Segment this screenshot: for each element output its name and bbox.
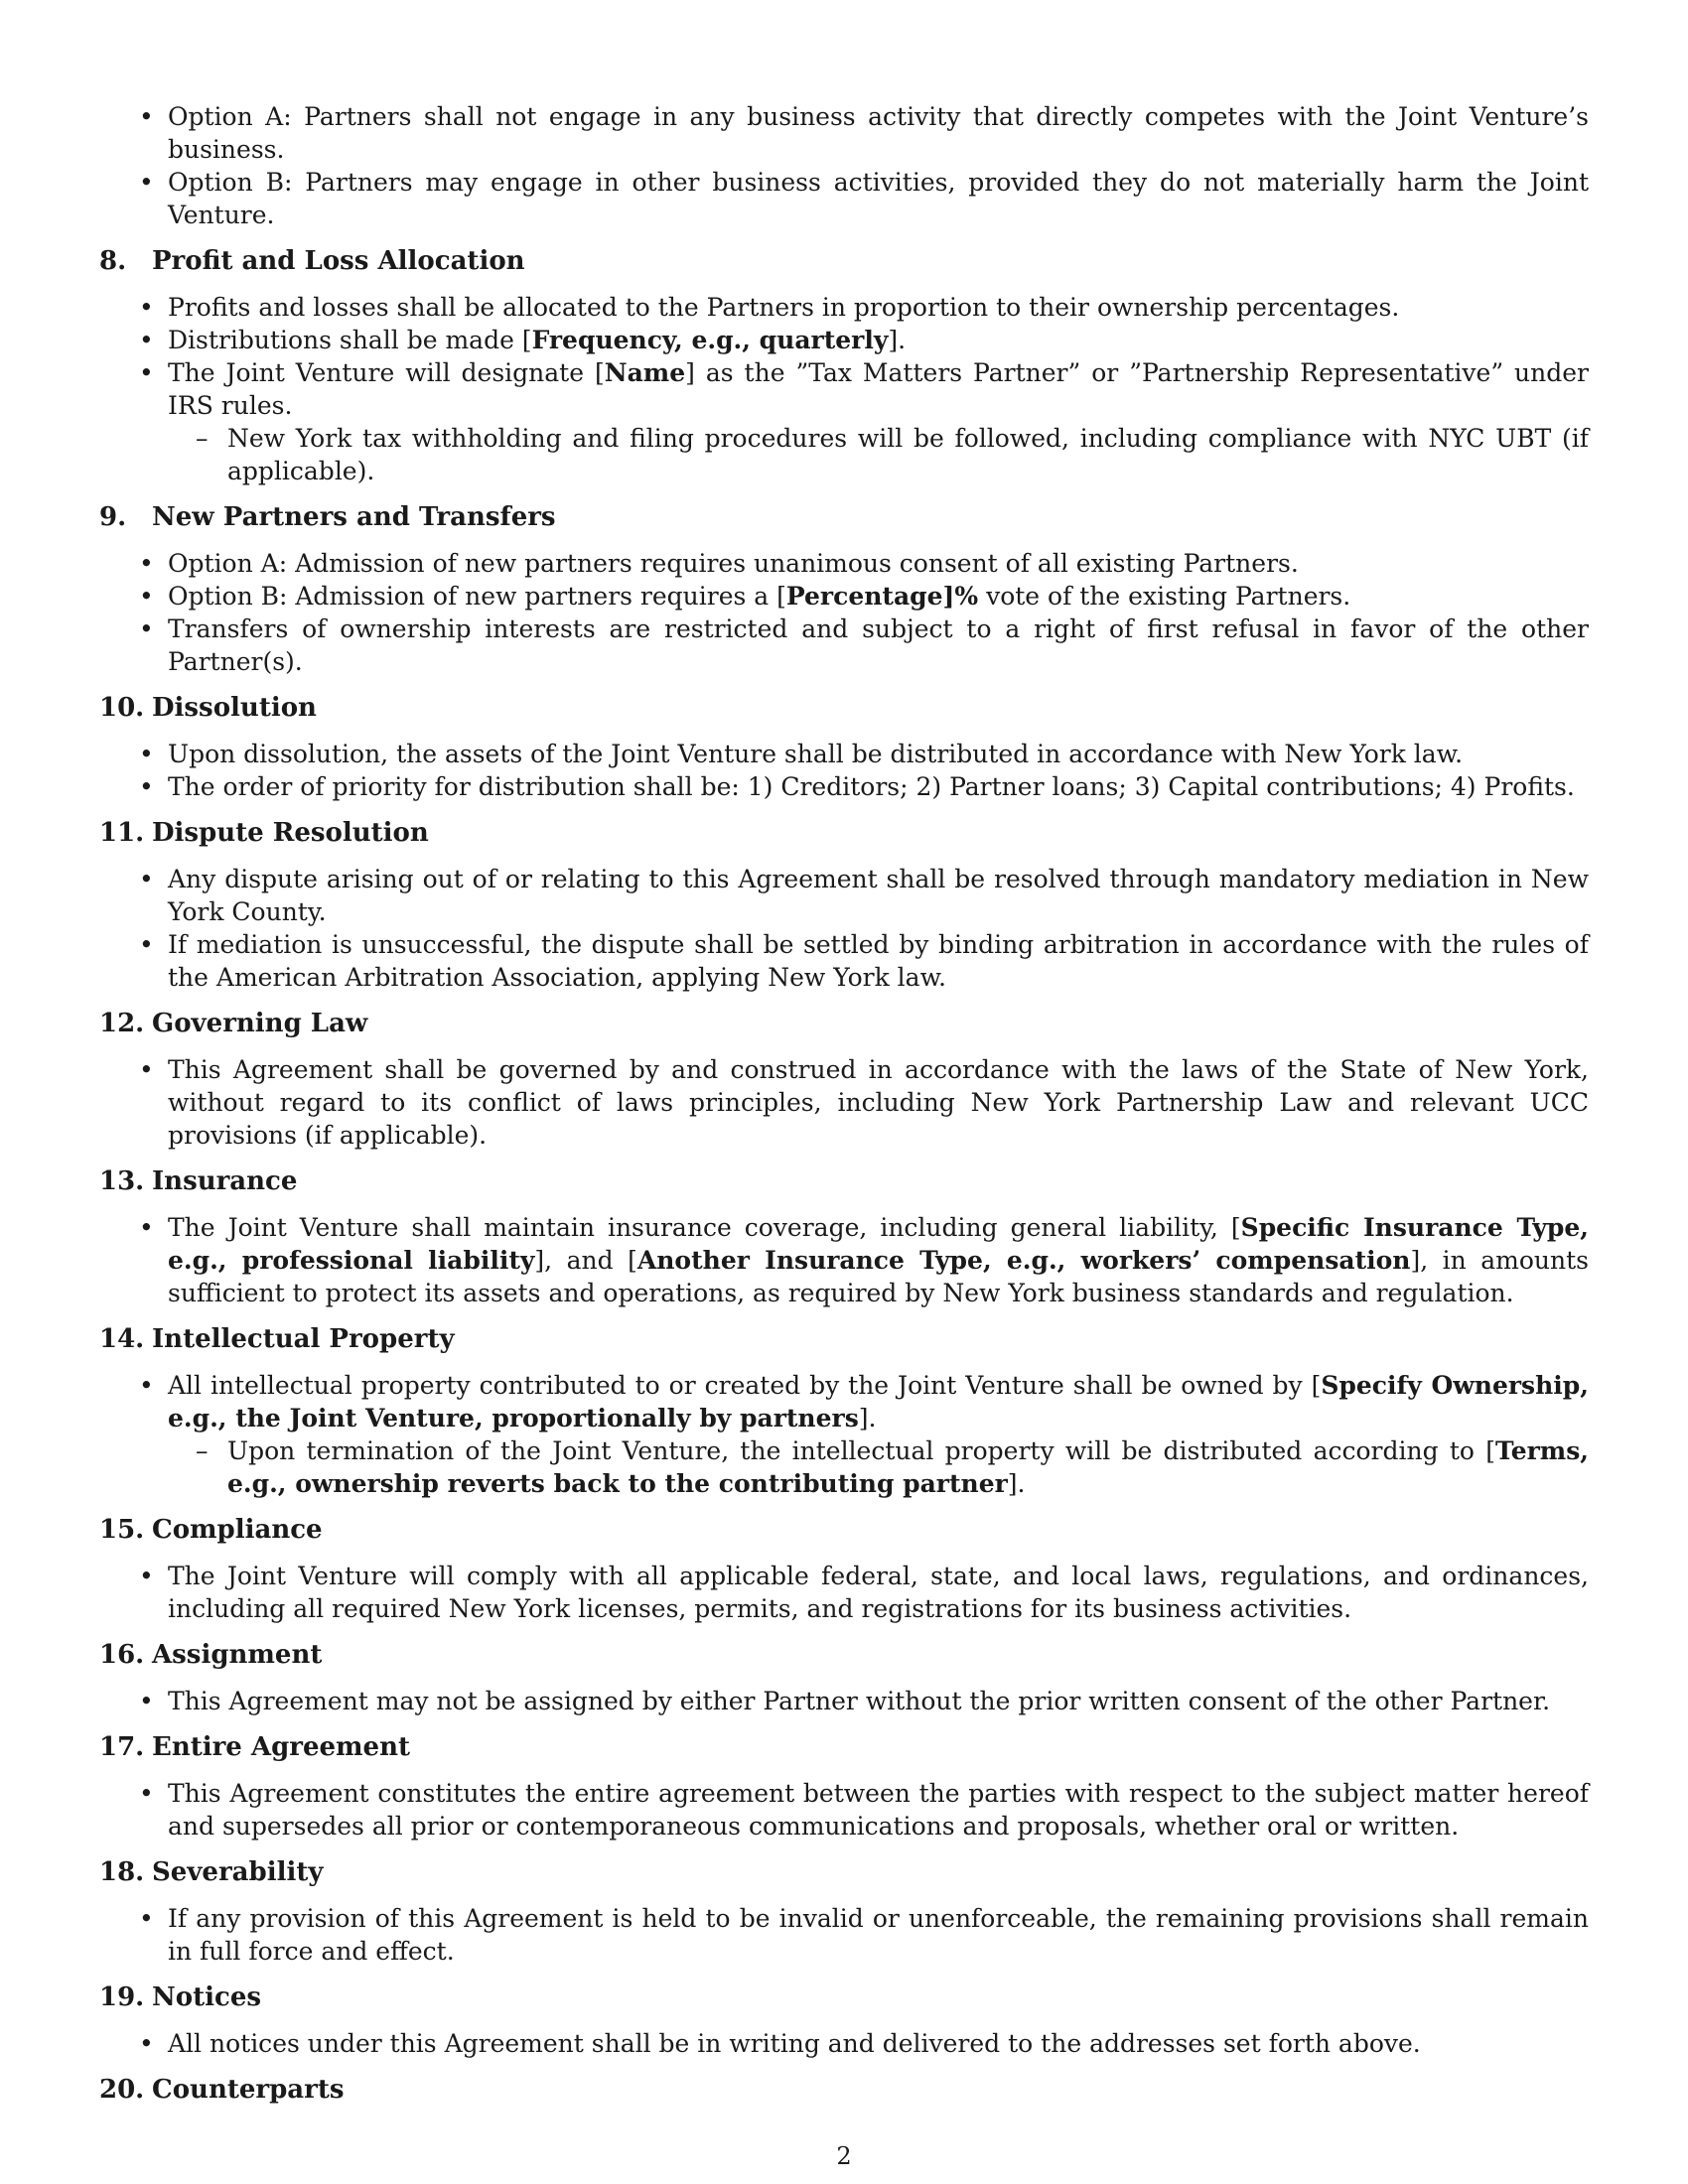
- item-text: ].: [888, 326, 907, 354]
- section-number: 11.: [99, 818, 145, 848]
- bullet-list: [99, 1053, 1589, 1152]
- sub-list-item: – New York tax withholding and filing procedures will be followed, including compliance with NYC UBT (if applicable).: [168, 422, 1589, 487]
- bullet-list: [99, 1211, 1589, 1309]
- list-item: • The order of priority for distribution shall be: 1) Creditors; 2) Partner loans; 3) Capital contributions; 4) Profits.: [99, 770, 1589, 803]
- item-text: All intellectual property contributed to or created by the Joint Venture shall be owned by [: [168, 1371, 1322, 1400]
- bullet-list: [99, 1902, 1589, 1968]
- placeholder-field: Frequency, e.g., quarterly: [531, 326, 889, 354]
- item-text: ], in amounts sufficient to protect its assets and operations, as required by New York business standards and regulation.: [168, 1246, 1590, 1307]
- list-item: • This Agreement may not be assigned by either Partner without the prior written consent of the other Partner.: [99, 1685, 1589, 1717]
- section-heading: [99, 1855, 1589, 1889]
- section-number: 14.: [99, 1324, 145, 1354]
- section-title: Assignment: [152, 1640, 323, 1670]
- list-item: • If any provision of this Agreement is held to be invalid or unenforceable, the remaining provisions shall remain in full force and effect.: [99, 1902, 1589, 1968]
- section-9: [99, 500, 1589, 678]
- section-20: [99, 2073, 1589, 2107]
- list-item: • Any dispute arising out of or relating to this Agreement shall be resolved through mandatory mediation in New York County.: [99, 863, 1589, 928]
- section-title: Governing Law: [152, 1009, 368, 1038]
- section-12: [99, 1007, 1589, 1152]
- bullet-list: [99, 863, 1589, 994]
- section-title: Insurance: [152, 1166, 298, 1196]
- list-item: • Profits and losses shall be allocated to the Partners in proportion to their ownership percentages.: [99, 291, 1589, 324]
- list-item: [99, 580, 1589, 613]
- list-item: [99, 324, 1589, 356]
- sub-list: [168, 1434, 1589, 1500]
- section-heading: [99, 2073, 1589, 2107]
- section-heading: [99, 691, 1589, 725]
- placeholder-field: Percentage]%: [785, 582, 979, 611]
- section-title: New Partners and Transfers: [152, 502, 556, 532]
- section-title: Notices: [152, 1982, 262, 2012]
- section-title: Profit and Loss Allocation: [152, 246, 525, 276]
- section-8: [99, 244, 1589, 487]
- section-19: [99, 1980, 1589, 2060]
- placeholder-field: Name: [604, 358, 686, 387]
- section-number: 18.: [99, 1857, 145, 1887]
- section-15: [99, 1513, 1589, 1625]
- section-heading: [99, 244, 1589, 278]
- bullet-list: [99, 1560, 1589, 1625]
- section-number: 9.: [99, 502, 127, 532]
- section-title: Counterparts: [152, 2075, 345, 2105]
- section-heading: [99, 1730, 1589, 1764]
- section-18: [99, 1855, 1589, 1968]
- section-13: [99, 1164, 1589, 1309]
- item-text: ].: [1007, 1469, 1026, 1498]
- section-heading: [99, 1980, 1589, 2014]
- section-title: Dissolution: [152, 693, 317, 723]
- section-11: [99, 816, 1589, 994]
- section-number: 12.: [99, 1009, 145, 1038]
- placeholder-field: Specific Insurance Type, e.g., professional liability: [168, 1213, 1589, 1275]
- list-item: [99, 1211, 1589, 1309]
- sub-list-item: [168, 1434, 1589, 1500]
- section-number: 15.: [99, 1515, 145, 1545]
- list-item: • The Joint Venture will comply with all applicable federal, state, and local laws, regulations, and ordinances, including all required New York licenses, permits, and registrations for its business activities.: [99, 1560, 1589, 1625]
- section-title: Compliance: [152, 1515, 323, 1545]
- placeholder-field: Specify Ownership, e.g., the Joint Venture, proportionally by partners: [168, 1371, 1589, 1433]
- section-heading: [99, 816, 1589, 850]
- section-title: Intellectual Property: [152, 1324, 455, 1354]
- list-item: • If mediation is unsuccessful, the dispute shall be settled by binding arbitration in accordance with the rules of the American Arbitration Association, applying New York law.: [99, 928, 1589, 994]
- section-number: 16.: [99, 1640, 145, 1670]
- section-14: [99, 1322, 1589, 1500]
- item-text: The Joint Venture shall maintain insurance coverage, including general liability, [: [168, 1213, 1241, 1242]
- list-item: • This Agreement constitutes the entire agreement between the parties with respect to the subject matter hereof and supersedes all prior or contemporaneous communications and proposals, whether oral or written.: [99, 1777, 1589, 1843]
- section-heading: [99, 1638, 1589, 1672]
- list-item: • This Agreement shall be governed by and construed in accordance with the laws of the State of New York, without regard to its conflict of laws principles, including New York Partnership Law and relevant UCC provisions (if applicable).: [99, 1053, 1589, 1152]
- bullet-list: [99, 1685, 1589, 1717]
- page-number: 2: [836, 2142, 852, 2170]
- document-page-content: [99, 87, 1589, 2119]
- section-16: [99, 1638, 1589, 1717]
- section-number: 19.: [99, 1982, 145, 2012]
- item-text: Upon termination of the Joint Venture, the intellectual property will be distributed according to [: [227, 1436, 1495, 1465]
- bullet-list: [99, 1369, 1589, 1500]
- item-text: ].: [858, 1404, 877, 1433]
- section-heading: [99, 1007, 1589, 1040]
- bullet-list: [99, 738, 1589, 803]
- section-title: Dispute Resolution: [152, 818, 429, 848]
- bullet-list: [99, 291, 1589, 487]
- section-number: 13.: [99, 1166, 145, 1196]
- bullet-list: [99, 2027, 1589, 2060]
- sub-list: [168, 422, 1589, 487]
- bullet-list: [99, 547, 1589, 678]
- section-title: Entire Agreement: [152, 1732, 410, 1762]
- list-item: [99, 356, 1589, 487]
- section-number: 17.: [99, 1732, 145, 1762]
- item-text: vote of the existing Partners.: [978, 582, 1351, 611]
- list-item: • Option A: Partners shall not engage in any business activity that directly competes with the Joint Venture’s business.: [99, 100, 1589, 166]
- bullet-list: [99, 1777, 1589, 1843]
- list-item: • Option A: Admission of new partners requires unanimous consent of all existing Partners.: [99, 547, 1589, 580]
- item-text: Distributions shall be made [: [168, 326, 532, 354]
- item-text: ], and [: [534, 1246, 637, 1275]
- item-text: Option B: Admission of new partners requires a [: [168, 582, 786, 611]
- section-number: 10.: [99, 693, 145, 723]
- section-17: [99, 1730, 1589, 1843]
- item-text: ] as the ”Tax Matters Partner” or ”Partnership Representative” under IRS rules.: [168, 358, 1590, 420]
- item-text: The Joint Venture will designate [: [168, 358, 605, 387]
- section-heading: [99, 1164, 1589, 1198]
- bullet-list: [99, 100, 1589, 231]
- section-number: 8.: [99, 246, 127, 276]
- list-item: • Upon dissolution, the assets of the Joint Venture shall be distributed in accordance with New York law.: [99, 738, 1589, 770]
- section-heading: [99, 500, 1589, 534]
- section-title: Severability: [152, 1857, 324, 1887]
- placeholder-field: Terms, e.g., ownership reverts back to the contributing partner: [227, 1436, 1589, 1498]
- section-heading: [99, 1513, 1589, 1547]
- list-item: • Transfers of ownership interests are restricted and subject to a right of first refusal in favor of the other Partner(s).: [99, 613, 1589, 678]
- section-10: [99, 691, 1589, 803]
- section-7-continuation: [99, 100, 1589, 231]
- list-item: [99, 1369, 1589, 1500]
- section-heading: [99, 1322, 1589, 1356]
- list-item: • All notices under this Agreement shall be in writing and delivered to the addresses set forth above.: [99, 2027, 1589, 2060]
- section-number: 20.: [99, 2075, 145, 2105]
- list-item: • Option B: Partners may engage in other business activities, provided they do not materially harm the Joint Venture.: [99, 166, 1589, 231]
- placeholder-field: Another Insurance Type, e.g., workers’ compensation: [636, 1246, 1411, 1275]
